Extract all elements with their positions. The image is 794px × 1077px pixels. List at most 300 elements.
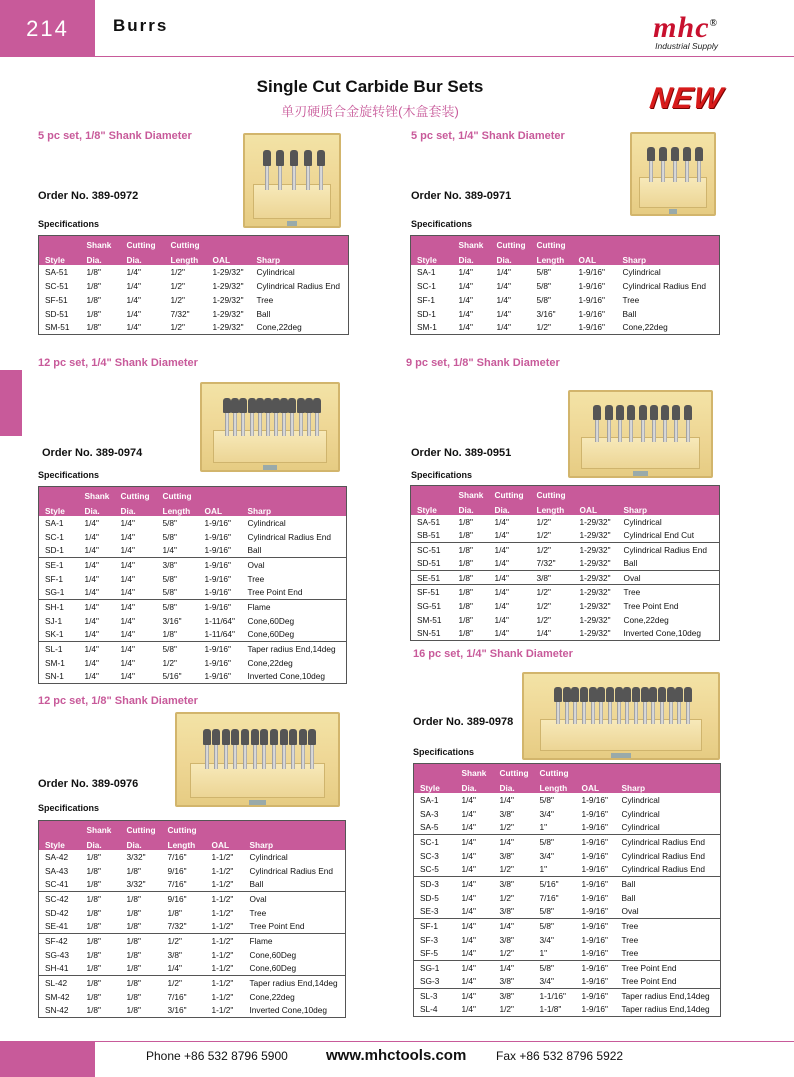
table-cell: 1/8" [126,963,141,974]
bur-tool [652,405,656,442]
column-header: Dia. [126,839,142,850]
table-cell: 1-1/2" [211,907,234,918]
set-title: 5 pc set, 1/4" Shank Diameter [411,130,565,142]
table-cell: 1/2" [170,280,185,291]
table-cell: 1/8" [86,266,101,277]
table-cell: 1/4" [79,642,115,656]
table-cell: 1/2" [499,1004,514,1015]
bur-tool [315,398,319,436]
spec-table [38,820,346,1018]
table-cell: 1/4" [461,794,476,805]
table-cell: Cone,22deg [256,322,302,333]
table-cell: 1/4" [126,294,141,305]
table-cell: SF-1 [414,919,456,933]
table-row [39,516,347,530]
page-title-chinese: 单刃硬质合金旋转锉(木盒套装) [281,104,459,119]
page-number: 214 [0,0,95,57]
column-header: Length [170,254,199,265]
table-row [411,543,720,557]
table-cell: SL-1 [39,642,79,656]
table-cell: SC-5 [420,864,439,875]
table-cell: SL-42 [39,976,81,990]
table-cell: SG-1 [414,961,456,975]
table-cell: 1/2" [531,585,574,599]
table-cell: 1/8" [167,907,182,918]
table-cell: 1-1/2" [211,963,234,974]
table-cell: 1-9/16" [199,642,242,656]
table-cell: 1/4" [84,615,99,626]
table-cell: SF-51 [45,294,68,305]
column-header: Cutting [126,239,156,250]
table-cell: SG-3 [420,976,440,987]
table-row [414,975,721,989]
footer-bar [0,1041,95,1077]
table-cell: Cone,22deg [622,322,668,333]
table-cell: SM-51 [45,322,70,333]
table-cell: 7/16" [167,879,187,890]
table-cell: 5/8" [536,280,551,291]
table-cell: 1-29/32" [212,308,244,319]
table-cell: Ball [249,879,264,890]
table-cell: 5/8" [534,835,576,849]
table-cell: 3/8" [499,906,514,917]
bur-tool [686,687,690,724]
table-cell: 1-1/2" [206,934,244,948]
table-cell: 1-29/32" [574,571,618,585]
table-row [39,642,347,656]
table-cell: 1-29/32" [579,558,611,569]
table-cell: SD-51 [417,558,441,569]
table-cell: 1/4" [496,308,511,319]
table-cell: 1/8" [81,976,121,990]
table-cell: 1-9/16" [578,308,605,319]
table-cell: SM-51 [417,614,442,625]
table-cell: 5/8" [536,266,551,277]
set-title: 12 pc set, 1/8" Shank Diameter [38,695,198,707]
table-cell: 1-9/16" [204,657,231,668]
table-cell: 1-9/16" [204,573,231,584]
table-cell: 1/4" [461,864,476,875]
table-cell: Tree Point End [616,961,721,975]
table-cell: 1" [539,948,548,959]
table-row [414,807,721,821]
column-header: Cutting [496,239,526,250]
table-cell: 1/4" [120,517,135,528]
table-cell: 1/8" [453,571,489,585]
table-cell: SD-51 [45,308,69,319]
table-cell: 1-29/32" [579,614,611,625]
table-cell: SK-1 [45,629,64,640]
table-cell: 1/4" [120,531,135,542]
table-cell: Cone,22deg [249,991,295,1002]
table-cell: 1/8" [81,892,121,906]
table-cell: SG-51 [417,600,441,611]
table-cell: 1-9/16" [204,671,231,682]
table-cell: 1/4" [461,892,476,903]
table-cell: 1/2" [499,948,514,959]
column-header: Shank [86,239,112,250]
order-number: Order No. 389-0971 [411,190,512,202]
specifications-label: Specifications [38,470,100,480]
table-cell: 1/4" [84,545,99,556]
table-row [411,627,720,641]
table-cell: SC-41 [45,879,69,890]
table-cell: 1/2" [499,822,514,833]
table-cell: SF-3 [420,934,438,945]
bur-tool [565,687,569,724]
column-header: Dia. [494,504,510,515]
bur-tool [663,405,667,442]
column-header: Cutting [120,490,150,501]
table-cell: SM-1 [417,322,437,333]
bur-tool [651,687,655,724]
table-cell: 1/4" [120,615,135,626]
table-cell: 1/4" [489,543,531,557]
table-cell: 1-9/16" [576,961,616,975]
column-header: Sharp [249,839,274,850]
specifications-label: Specifications [411,219,473,229]
table-cell: 1-9/16" [581,906,608,917]
table-cell: 1/4" [461,906,476,917]
table-cell: 1/8" [86,280,101,291]
table-cell: Cylindrical Radius End [249,865,333,876]
table-row [39,293,349,307]
table-cell: 1-1/2" [211,865,234,876]
column-header: Length [536,254,565,265]
side-tab [0,370,22,436]
table-cell: 1-1/16" [534,989,576,1003]
table-cell: 1-9/16" [204,587,231,598]
column-header: Dia. [120,505,136,516]
column-header: Dia. [496,254,512,265]
column-header: Style [417,254,437,265]
table-cell: 1-9/16" [581,1004,608,1015]
table-cell: SL-4 [420,1004,438,1015]
table-cell: 1/4" [120,573,135,584]
product-photo [522,672,720,760]
table-cell: 1/8" [86,921,101,932]
table-cell: 1/2" [536,322,551,333]
bur-tool [582,687,586,724]
table-cell: 1/4" [79,600,115,614]
table-cell: 1-29/32" [212,266,244,277]
table-cell: 1/4" [461,976,476,987]
product-photo [243,133,341,228]
column-header: Style [45,254,65,265]
table-row [414,793,721,807]
bur-tool [290,398,294,436]
bur-tool [274,398,278,436]
table-row [411,293,720,307]
column-header: Shank [458,489,484,500]
column-header: Sharp [622,254,647,265]
table-cell: SF-51 [411,585,453,599]
table-cell: 3/32" [126,851,146,862]
column-header: Cutting [170,239,200,250]
table-cell: 1-9/16" [204,531,231,542]
table-cell: 9/16" [162,892,206,906]
table-header-row [411,250,720,265]
table-cell: 1/4" [494,614,509,625]
table-row [39,878,346,892]
table-cell: 1/4" [84,517,99,528]
table-cell: SH-1 [39,600,79,614]
table-cell: Cylindrical [622,266,661,277]
table-cell: Cylindrical [249,851,288,862]
column-header: OAL [578,254,597,265]
table-cell: 5/8" [539,906,554,917]
table-row [411,557,720,571]
table-cell: Ball [623,558,638,569]
table-cell: SA-5 [420,822,439,833]
table-cell: Tree [621,948,639,959]
table-cell: Cylindrical [256,266,295,277]
column-header [573,236,617,250]
table-row [414,933,721,947]
table-cell: 1-9/16" [578,294,605,305]
box-clasp [249,800,265,805]
column-header: Length [167,839,196,850]
bur-tool [301,729,305,769]
table-cell: 1/8" [86,865,101,876]
table-cell: Tree Point End [621,976,677,987]
bur-tool [629,405,633,442]
table-row [39,614,347,628]
column-header: Style [417,504,437,515]
table-cell: 1/2" [536,614,551,625]
table-cell: Tree [616,919,721,933]
table-cell: Tree [249,907,267,918]
table-cell: Cone,60Deg [249,949,297,960]
table-cell: Cylindrical End Cut [623,530,695,541]
table-cell: 1-9/16" [581,934,608,945]
column-header: Shank [84,490,110,501]
table-row [414,877,721,891]
table-cell: 1/4" [494,919,534,933]
table-cell: 1/2" [536,516,551,527]
table-cell: SE-3 [420,906,439,917]
table-cell: Cone,60Deg [249,963,297,974]
table-cell: 5/8" [534,961,576,975]
bur-tool [617,687,621,724]
table-cell: 1/4" [456,919,494,933]
table-cell: Oval [244,892,346,906]
table-cell: 1/4" [79,558,115,572]
product-photo [568,390,713,478]
table-cell: 3/8" [167,949,182,960]
column-header [251,236,349,250]
table-cell: Cylindrical [621,822,660,833]
bur-tool [634,687,638,724]
table-cell: 1/4" [120,587,135,598]
table-cell: 1-1/2" [206,976,244,990]
bur-tool [278,150,282,190]
column-header [244,821,346,835]
table-row [414,947,721,961]
order-number: Order No. 389-0978 [413,716,514,728]
table-cell: Cylindrical Radius End [247,531,331,542]
table-cell: 1/8" [86,308,101,319]
table-cell: SC-1 [414,835,456,849]
table-cell: 1/2" [499,864,514,875]
table-cell: 1/8" [126,907,141,918]
table-row [39,670,347,684]
table-row [39,656,347,670]
logo-mark: mhc [653,11,710,44]
table-row [39,864,346,878]
column-header: Dia. [86,839,102,850]
table-cell: Tree [622,294,640,305]
table-cell: 1-9/16" [581,822,608,833]
table-cell: 3/16" [162,615,182,626]
column-header: Cutting [536,489,566,500]
brand-logo: mhc® Industrial Supply [653,11,718,51]
table-cell: 1/2" [536,600,551,611]
table-cell: 1/4" [115,642,157,656]
box-clasp [263,465,277,470]
table-row [39,934,346,948]
table-row [39,920,346,934]
box-clasp [611,753,630,758]
table-row [411,515,720,529]
table-cell: 1/8" [86,907,101,918]
table-cell: 1/4" [494,600,509,611]
table-cell: 1-1/2" [206,892,244,906]
logo-subtitle: Industrial Supply [655,41,718,51]
column-header: Sharp [256,254,281,265]
bur-tool [306,150,310,190]
footer-fax: Fax +86 532 8796 5922 [496,1049,624,1063]
order-number: Order No. 389-0976 [38,778,139,790]
table-row [411,279,720,293]
column-header: Dia. [84,505,100,516]
table-cell: Inverted Cone,10deg [249,1005,327,1016]
column-header: Dia. [499,782,515,793]
spec-table [413,763,721,1017]
table-cell: 1/4" [458,308,473,319]
table-row [414,849,721,863]
table-row [39,307,349,321]
column-header: Cutting [499,767,529,778]
spec-table [410,485,720,641]
table-cell: 1/4" [494,628,509,639]
column-header [414,764,456,778]
table-cell: Tree [256,294,274,305]
table-cell: 1/4" [120,657,135,668]
column-header: Cutting [539,767,569,778]
set-title: 5 pc set, 1/8" Shank Diameter [38,130,192,142]
table-cell: 1/4" [496,266,511,277]
bur-tool [556,687,560,724]
column-header: Length [536,504,565,515]
table-row [39,962,346,976]
table-cell: 1-1/2" [211,851,234,862]
bur-tool [625,687,629,724]
table-cell: Cone,22deg [623,614,669,625]
table-header-row [39,487,347,501]
table-cell: 1-9/16" [578,266,605,277]
table-cell: 7/32" [536,558,556,569]
table-row [39,572,347,586]
table-row [411,599,720,613]
table-cell: 1/8" [458,628,473,639]
table-row [39,600,347,614]
box-front [581,437,699,469]
table-cell: Taper radius End,14deg [621,1004,710,1015]
column-header [207,236,251,250]
bur-tool [282,398,286,436]
bur-tool [250,398,254,436]
bur-tool [241,398,245,436]
table-row [39,558,347,572]
product-photo [200,382,340,472]
column-header: Length [539,782,568,793]
table-cell: 1/8" [86,851,101,862]
table-cell: SD-3 [414,877,456,891]
bur-tool [643,687,647,724]
table-cell: Taper radius End,14deg [616,989,721,1003]
table-header-row [39,821,346,835]
table-row [39,990,346,1004]
table-cell: Inverted Cone,10deg [623,628,701,639]
table-header-row [411,236,720,250]
table-cell: 1-9/16" [576,919,616,933]
table-cell: 1-29/32" [212,294,244,305]
table-cell: SC-51 [411,543,453,557]
table-cell: SC-3 [420,850,439,861]
bur-tool [608,687,612,724]
table-cell: 1/4" [456,835,494,849]
table-cell: Cylindrical Radius End [616,835,721,849]
footer-website[interactable]: www.mhctools.com [326,1047,467,1064]
table-cell: 1/4" [494,516,509,527]
bur-tool [265,150,269,190]
table-cell: 1/4" [458,266,473,277]
table-cell: 1/4" [456,877,494,891]
table-cell: 1/8" [458,600,473,611]
product-photo [630,132,716,216]
column-header [574,486,618,500]
bur-tool [677,687,681,724]
table-cell: SF-42 [39,934,81,948]
table-cell: SH-41 [45,963,69,974]
column-header: Sharp [623,504,648,515]
table-cell: 3/4" [539,976,554,987]
table-cell: 7/32" [167,921,187,932]
table-cell: SF-1 [45,573,63,584]
table-cell: 1/8" [126,921,141,932]
order-number: Order No. 389-0972 [38,190,139,202]
table-cell: 1-9/16" [576,989,616,1003]
table-cell: 1/8" [126,949,141,960]
column-header [39,487,79,501]
column-header: Dia. [461,782,477,793]
table-row [39,850,346,864]
table-row [411,571,720,585]
table-cell: 1/4" [461,850,476,861]
table-cell: 1/2" [170,266,185,277]
column-header: Cutting [162,490,192,501]
table-cell: SL-3 [414,989,456,1003]
page-title: Single Cut Carbide Bur Sets [256,77,484,96]
table-cell: 5/16" [534,877,576,891]
table-cell: 1-9/16" [581,864,608,875]
column-header [576,764,616,778]
table-cell: 1-29/32" [212,280,244,291]
footer-phone: Phone +86 532 8796 5900 [146,1049,288,1063]
column-header: Cutting [536,239,566,250]
table-cell: 5/8" [536,294,551,305]
